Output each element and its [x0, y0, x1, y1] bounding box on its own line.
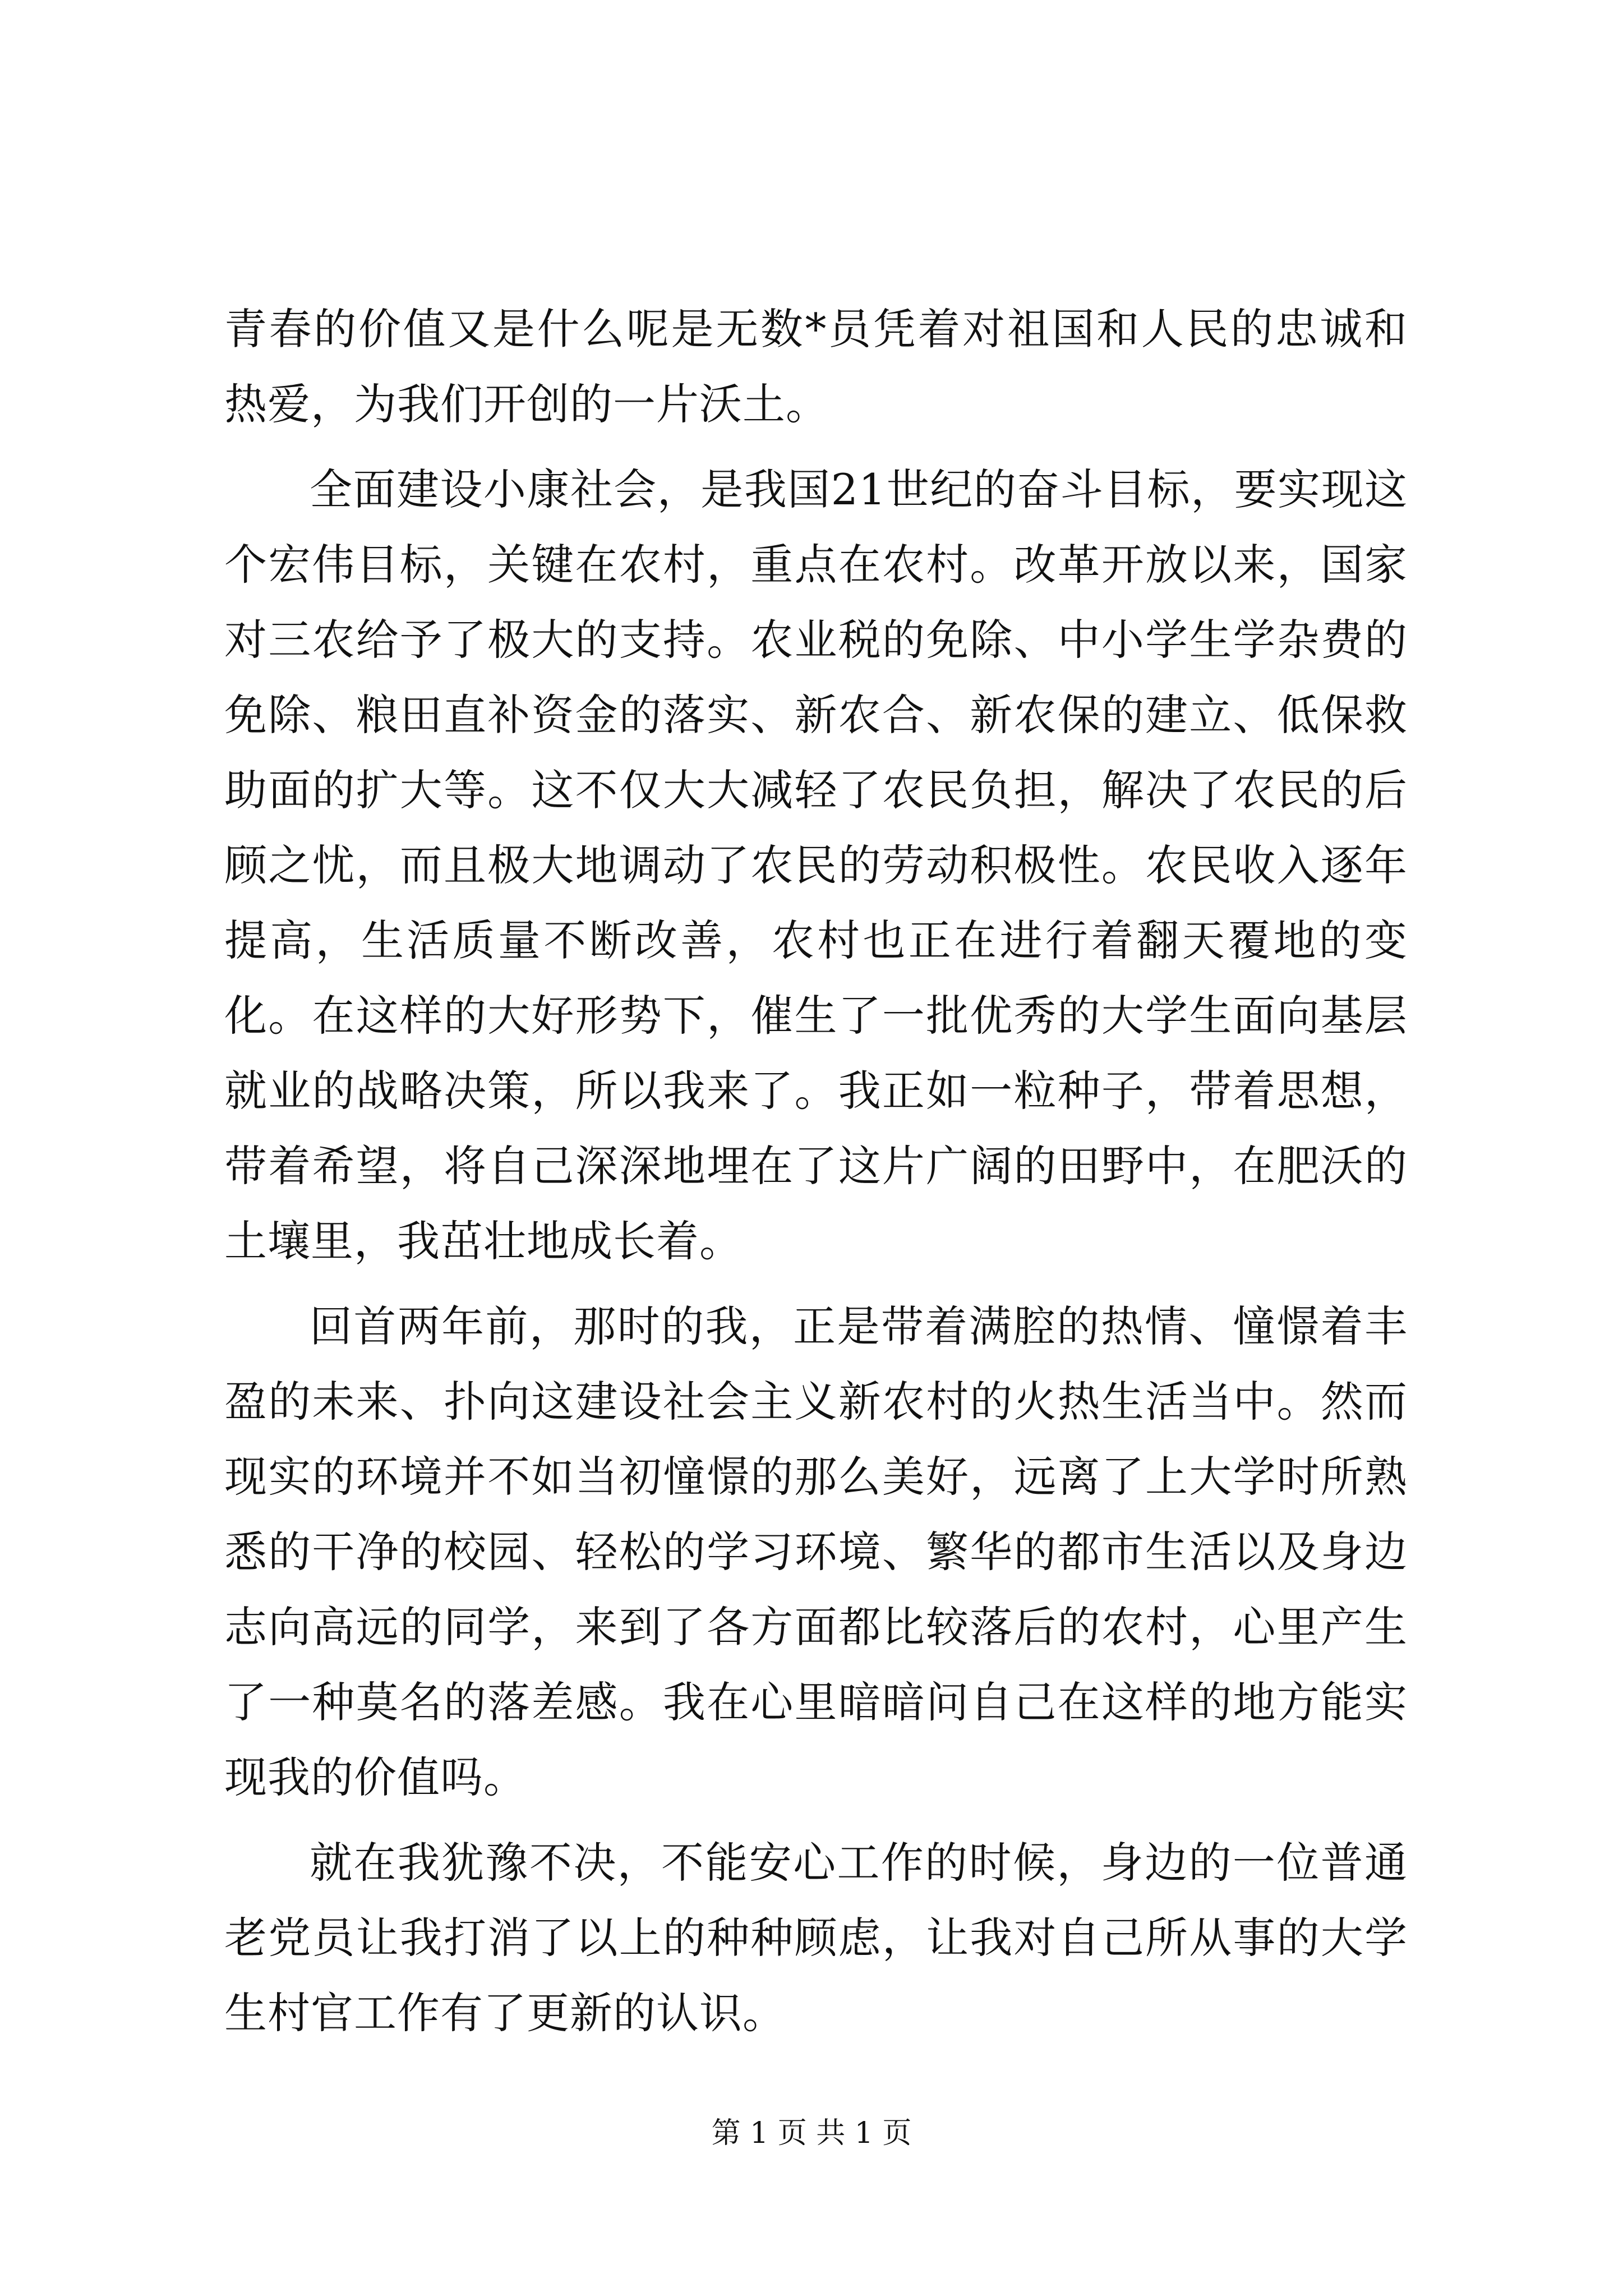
document-body — [224, 292, 1408, 2061]
paragraph-1: 青春的价值又是什么呢是无数*员凭着对祖国和人民的忠诚和热爱，为我们开创的一片沃土。 — [224, 304, 1408, 429]
paragraph-3: 回首两年前，那时的我，正是带着满腔的热情、憧憬着丰盈的未来、扑向这建设社会主义新农村的火热生活当中。然而现实的环境并不如当初憧憬的那么美好，远离了上大学时所熟悉的干净的校园、轻松的学习环境、繁华的都市生活以及身边志向高远的同学，来到了各方面都比较落后的农村，心里产生了一种莫名的落差感。我在心里暗暗问自己在这样的地方能实现我的价值吗。 — [224, 1301, 1408, 1802]
paragraph-4: 就在我犹豫不决，不能安心工作的时候，身边的一位普通老党员让我打消了以上的种种顾虑，让我对自己所从事的大学生村官工作有了更新的认识。 — [224, 1838, 1408, 2038]
page-footer: 第 1 页 共 1 页 — [711, 2116, 912, 2150]
paragraph-2: 全面建设小康社会，是我国21世纪的奋斗目标，要实现这个宏伟目标，关键在农村，重点在农村。改革开放以来，国家对三农给予了极大的支持。农业税的免除、中小学生学杂费的免除、粮田直补资金的落实、新农合、新农保的建立、低保救助面的扩大等。这不仅大大减轻了农民负担，解决了农民的后顾之忧，而且极大地调动了农民的劳动积极性。农民收入逐年提高，生活质量不断改善，农村也正在进行着翻天覆地的变化。在这样的大好形势下，催生了一批优秀的大学生面向基层就业的战略决策，所以我来了。我正如一粒种子，带着思想，带着希望，将自己深深地埋在了这片广阔的田野中，在肥沃的土壤里，我茁壮地成长着。 — [224, 464, 1408, 1266]
